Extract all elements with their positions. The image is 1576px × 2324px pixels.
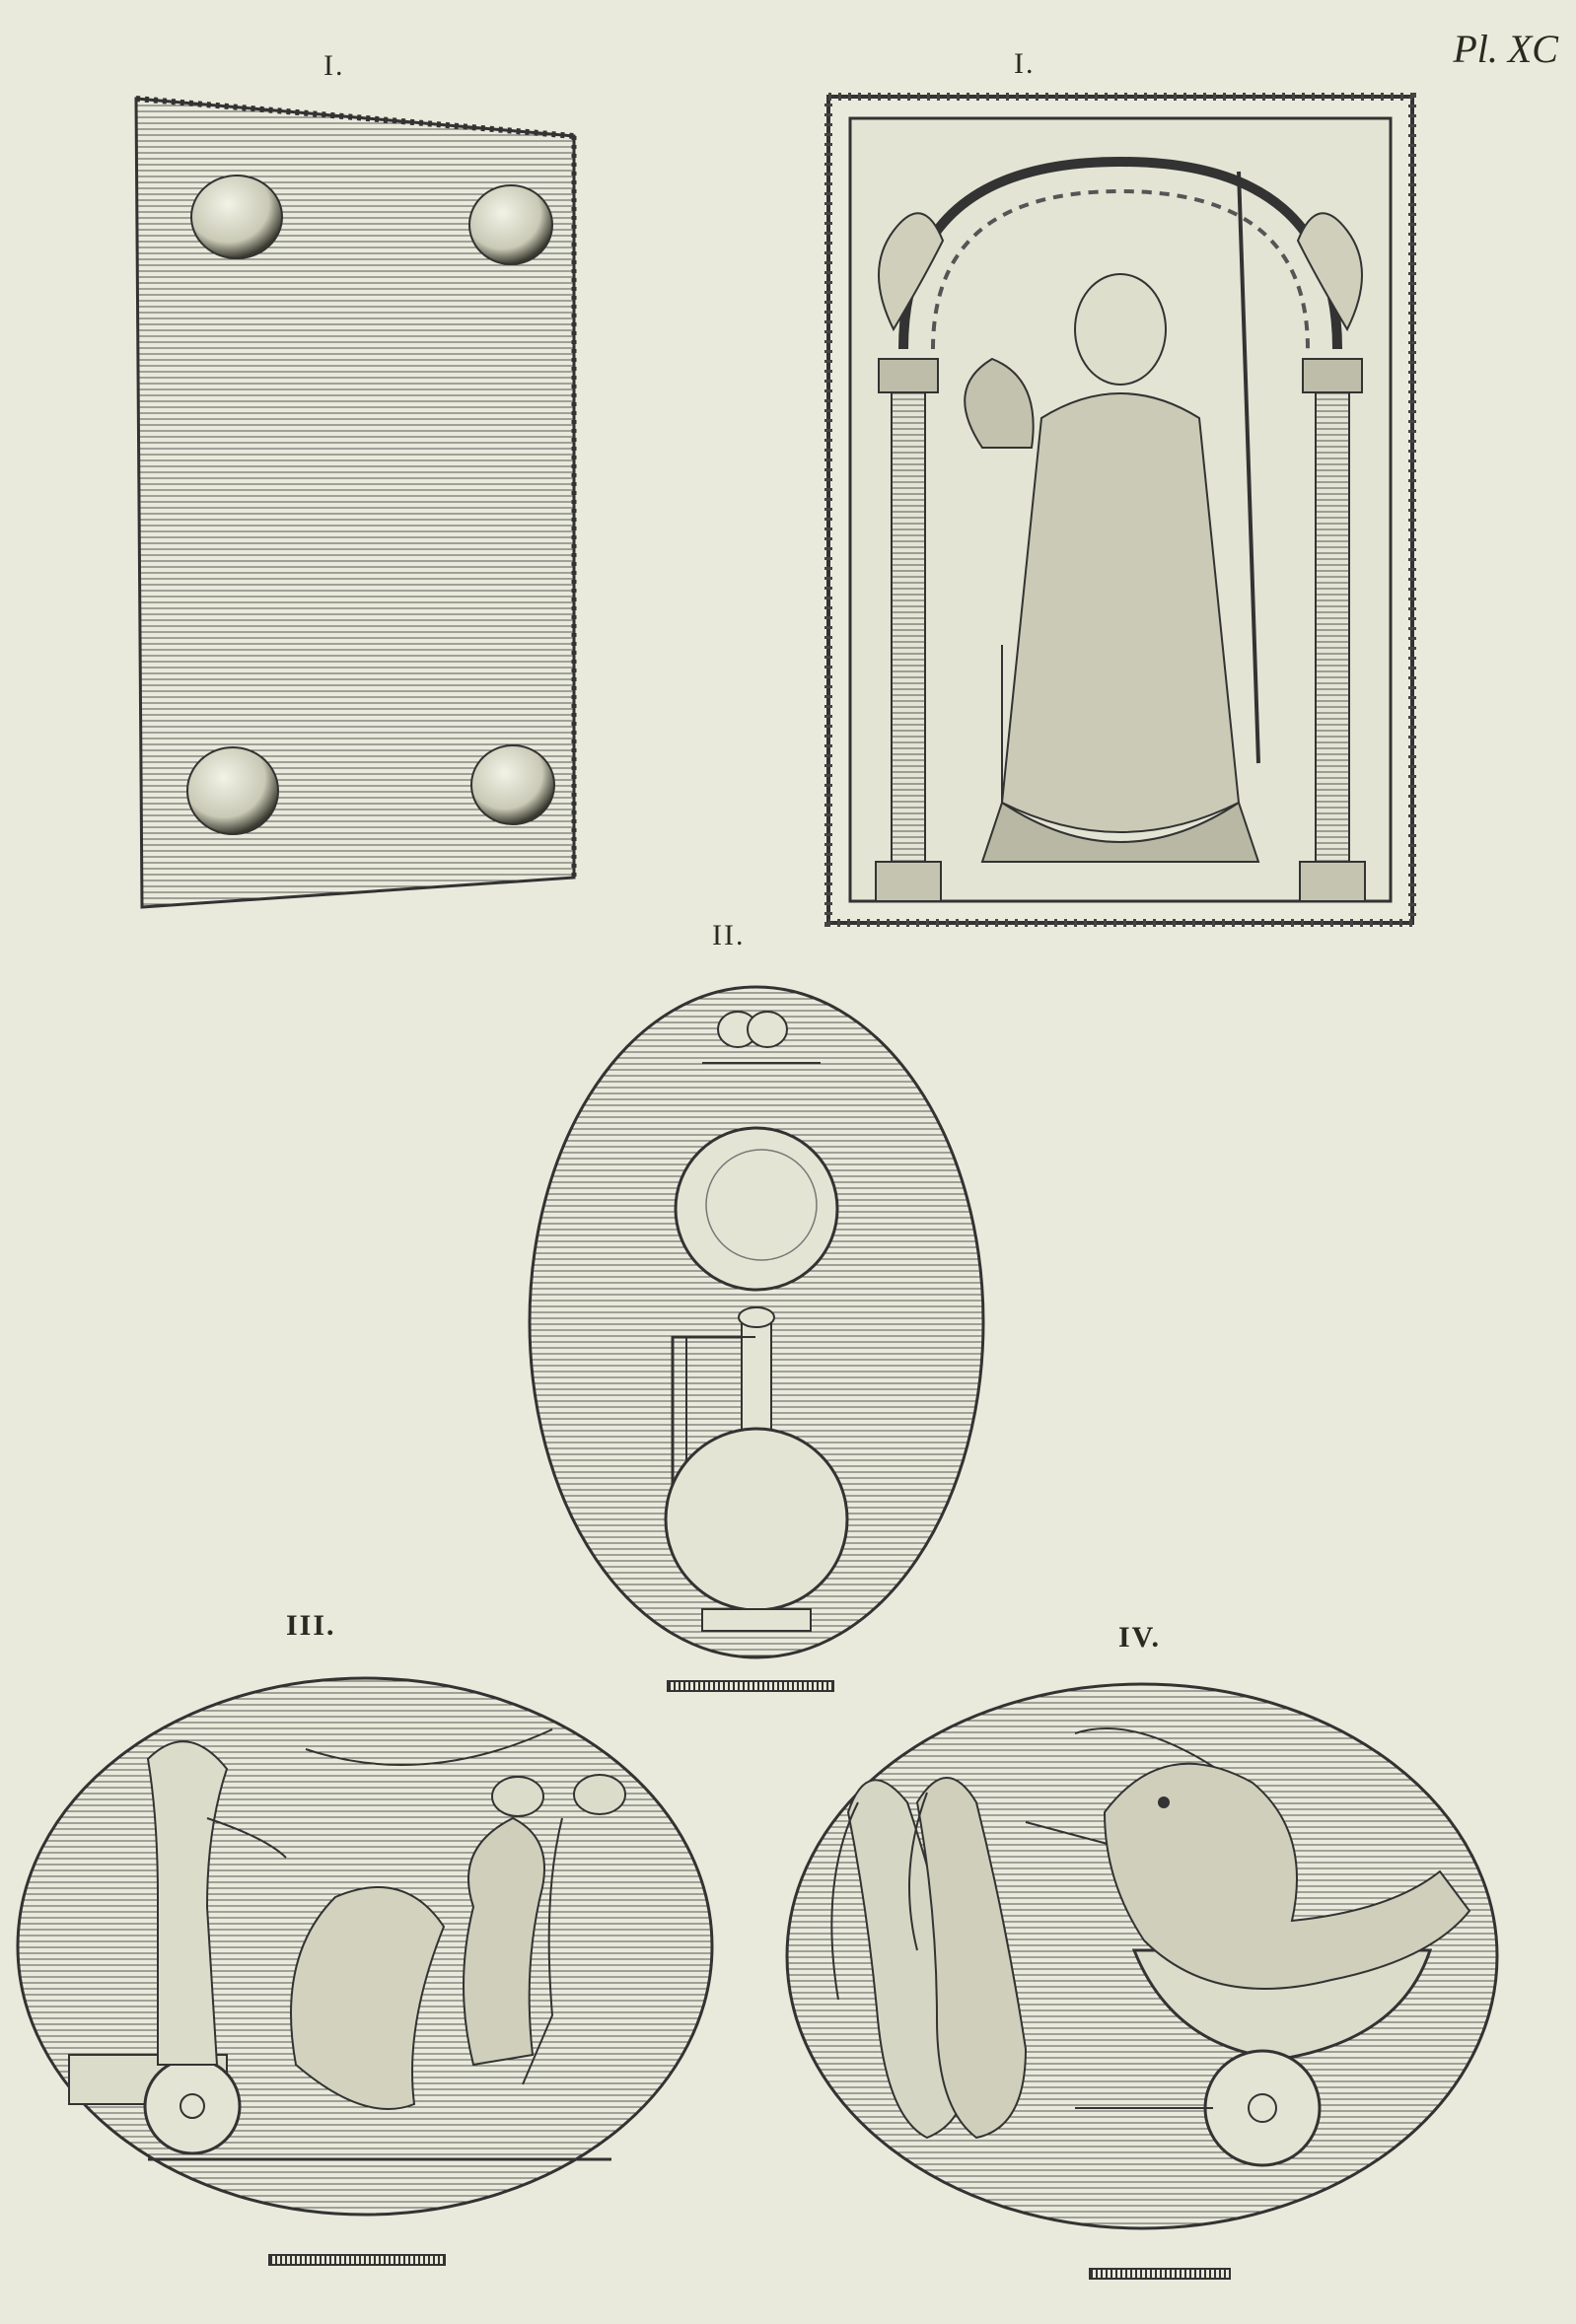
rooster-chariot-gem-figure <box>10 1670 720 2222</box>
scale-bar-4 <box>1089 2268 1231 2280</box>
scale-bar-3 <box>268 2254 446 2266</box>
figure-label-1b: I. <box>1014 47 1036 80</box>
figure-label-1a: I. <box>323 49 345 82</box>
figure-label-2: II. <box>712 919 746 951</box>
ribbed-plate-figure <box>128 89 582 917</box>
dolphin-chariot-gem-figure <box>779 1674 1505 2238</box>
oval-gem-vessel-figure <box>525 982 988 1662</box>
plate-number: Pl. XC <box>1453 27 1558 71</box>
figure-label-4: IV. <box>1118 1621 1161 1654</box>
figure-label-3: III. <box>286 1609 336 1642</box>
seated-goddess-panel-figure <box>824 93 1416 927</box>
